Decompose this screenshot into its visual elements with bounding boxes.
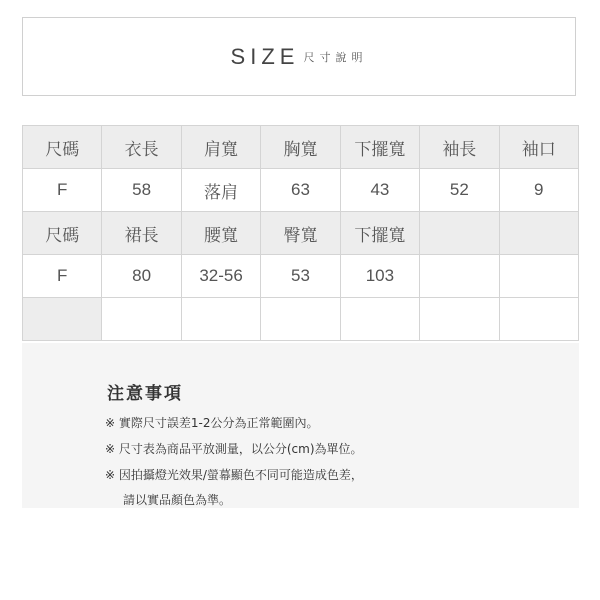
header-cell (499, 212, 578, 255)
size-title: SIZE (230, 43, 300, 69)
note-line: 請以實品顏色為準。 (123, 493, 232, 507)
header-cell: 下擺寬 (340, 126, 419, 169)
value-cell: 103 (340, 255, 419, 298)
value-cell (420, 255, 499, 298)
header-cell: 臀寬 (261, 212, 340, 255)
value-cell: 80 (102, 255, 181, 298)
size-subtitle: 尺寸說明 (303, 50, 368, 64)
empty-cell (340, 298, 419, 341)
header-cell: 袖長 (420, 126, 499, 169)
table-row (23, 169, 579, 212)
value-cell: 58 (102, 169, 181, 212)
header-cell (420, 212, 499, 255)
notes-panel (22, 343, 579, 508)
header-cell: 尺碼 (23, 126, 102, 169)
value-cell: 52 (420, 169, 499, 212)
header-cell: 腰寬 (181, 212, 260, 255)
empty-cell (181, 298, 260, 341)
empty-cell (420, 298, 499, 341)
table-row (23, 298, 579, 341)
table-row (23, 255, 579, 298)
size-table (22, 125, 579, 341)
empty-cell (261, 298, 340, 341)
value-cell: 落肩 (181, 169, 260, 212)
value-cell: 53 (261, 255, 340, 298)
empty-cell (499, 298, 578, 341)
value-cell: 32-56 (181, 255, 260, 298)
header-cell: 肩寬 (181, 126, 260, 169)
empty-cell (23, 298, 102, 341)
header-cell: 衣長 (102, 126, 181, 169)
value-cell: F (23, 169, 102, 212)
table-row (23, 126, 579, 169)
header-cell: 尺碼 (23, 212, 102, 255)
notes-title: 注意事項 (107, 384, 183, 404)
value-cell (499, 255, 578, 298)
note-line: ※ 因拍攝燈光效果/螢幕顯色不同可能造成色差， (105, 468, 363, 482)
value-cell: 43 (340, 169, 419, 212)
note-line: ※ 實際尺寸誤差1-2公分為正常範圍內。 (105, 416, 319, 430)
note-line: ※ 尺寸表為商品平放測量，以公分(cm)為單位。 (105, 442, 363, 456)
size-title-box (22, 17, 576, 96)
empty-cell (102, 298, 181, 341)
value-cell: 63 (261, 169, 340, 212)
header-cell: 胸寬 (261, 126, 340, 169)
header-cell: 下擺寬 (340, 212, 419, 255)
value-cell: F (23, 255, 102, 298)
table-row (23, 212, 579, 255)
header-cell: 裙長 (102, 212, 181, 255)
value-cell: 9 (499, 169, 578, 212)
header-cell: 袖口 (499, 126, 578, 169)
